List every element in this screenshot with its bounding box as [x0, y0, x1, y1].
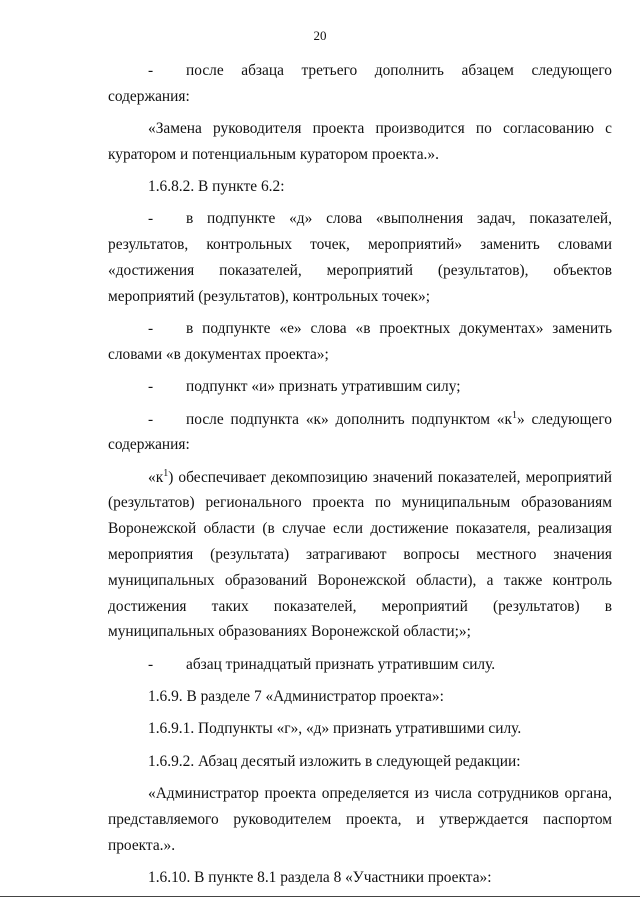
document-body	[108, 58, 612, 891]
paragraph-quote-k1	[108, 465, 612, 646]
list-dash: -	[148, 378, 154, 396]
page-number: 20	[313, 28, 327, 43]
page-bottom-edge	[0, 896, 640, 897]
paragraph-text: подпункт «и» признать утратившим силу;	[186, 378, 461, 396]
paragraph-quote-replacement: «Замена руководителя проекта производится по согласованию с куратором и потенциальным куратором проекта.».	[108, 120, 612, 163]
paragraph-section-1-6-8-2: 1.6.8.2. В пункте 6.2:	[148, 178, 285, 196]
paragraph-section-1-6-10: 1.6.10. В пункте 8.1 раздела 8 «Участники проекта»:	[148, 868, 492, 886]
paragraph-section-1-6-9: 1.6.9. В разделе 7 «Администратор проекта»:	[148, 688, 444, 706]
paragraph-subitem-e	[108, 316, 612, 368]
paragraph-text: в подпункте «д» слова «выполнения задач, показателей, результатов, контрольных точек, мероприятий» заменить словами «достижения показателей, мероприятий (результатов), объектов мероприятий (результатов), контрольных точек»;	[108, 210, 612, 305]
paragraph-text: после подпункта «к» дополнить подпунктом «к	[186, 410, 512, 428]
paragraph-text: в подпункте «е» слова «в проектных документах» заменить словами «в документах проекта»;	[108, 320, 612, 363]
paragraph-section-1-6-9-1: 1.6.9.1. Подпункты «г», «д» признать утратившими силу.	[148, 720, 522, 738]
paragraph-thirteenth	[108, 652, 612, 678]
paragraph-text: ) обеспечивает декомпозицию значений показателей, мероприятий (результатов) регионального проекта по муниципальным образованиям Воронежской области (в случае если достижение показателя, реализация мероприятия (результата) затрагивают вопросы местного значения муниципальных образований Воронежской области), а также контроль достижения таких показателей, мероприятий (результатов) в муниципальных образованиях Воронежской области;»;	[108, 468, 612, 641]
paragraph-text: после абзаца третьего дополнить абзацем следующего содержания:	[108, 62, 612, 105]
list-dash: -	[148, 320, 154, 338]
list-dash: -	[148, 655, 154, 673]
superscript: 1	[511, 409, 517, 421]
list-dash: -	[148, 410, 154, 428]
paragraph-subitem-i	[108, 374, 612, 400]
paragraph-add-paragraph	[108, 58, 612, 110]
paragraph-subitem-d	[108, 206, 612, 309]
paragraph-text: абзац тринадцатый признать утратившим силу.	[186, 655, 496, 673]
list-dash: -	[148, 62, 154, 79]
paragraph-quote-administrator: «Администратор проекта определяется из числа сотрудников органа, представляемого руководителем проекта, и утверждается паспортом проекта.».	[108, 784, 612, 854]
list-dash: -	[148, 210, 154, 228]
paragraph-subitem-k1-add	[108, 407, 612, 459]
paragraph-text: «к	[148, 468, 164, 486]
paragraph-section-1-6-9-2: 1.6.9.2. Абзац десятый изложить в следующей редакции:	[148, 752, 521, 770]
paragraph-text: » следующего содержания:	[108, 410, 612, 454]
superscript: 1	[163, 467, 169, 479]
